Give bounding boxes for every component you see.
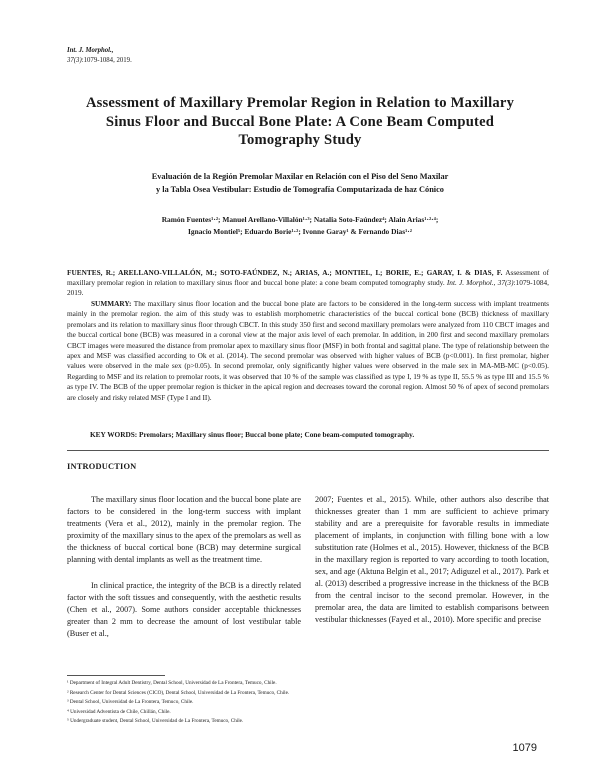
body-column-right bbox=[315, 494, 549, 626]
citation-ref: Int. J. Morphol., 37(3) bbox=[446, 278, 514, 287]
authors-line-1: Ramón Fuentes¹·²; Manuel Arellano-Villalón¹·³; Natalia Soto-Faúndez⁴; Alain Arias¹·²·⁴; bbox=[161, 215, 439, 224]
footnote-2: ² Research Center for Dental Sciences (CICO), Dental School, Universidad de La Frontera, Temuco, Chile. bbox=[67, 689, 290, 696]
subtitle-line-2: y la Tabla Osea Vestibular: Estudio de Tomografía Computarizada de haz Cónico bbox=[156, 185, 444, 194]
footnote-5: ⁵ Undergraduate student, Dental School, Universidad de La Frontera, Temuco, Chile. bbox=[67, 718, 244, 724]
journal-name: Int. J. Morphol., bbox=[67, 47, 114, 54]
article-subtitle bbox=[100, 170, 500, 196]
journal-volume: 37(3) bbox=[67, 57, 82, 64]
subtitle-line-1: Evaluación de la Región Premolar Maxilar en Relación con el Piso del Seno Maxilar bbox=[151, 172, 449, 181]
footnote-1: ¹ Department of Integral Adult Dentistry, Dental School, Universidad de La Frontera, Temuco, Chile. bbox=[67, 680, 277, 686]
author-list bbox=[100, 214, 500, 238]
article-title: Assessment of Maxillary Premolar Region in Relation to Maxillary Sinus Floor and Buccal Bone Plate: A Cone Beam Computed Tomography Study bbox=[85, 95, 515, 149]
page-number: 1079 bbox=[512, 742, 537, 754]
footnotes bbox=[67, 679, 549, 727]
citation-ref-tail: :1079-1084, 2019. bbox=[67, 278, 549, 297]
citation bbox=[67, 268, 549, 298]
section-heading-introduction: INTRODUCTION bbox=[67, 462, 137, 471]
abstract-summary bbox=[67, 299, 549, 403]
summary-label: SUMMARY: bbox=[91, 299, 132, 308]
footnote-divider bbox=[67, 675, 165, 676]
journal-pages: :1079-1084, 2019. bbox=[81, 57, 132, 64]
intro-paragraph-2: In clinical practice, the integrity of the BCB is a directly related factor with the soft tissues and consequently, with the aesthetic results (Chen et al., 2007). Some authors consider acceptable thicknesses greater than 2 mm to decrease the amount of lost vestibular table (Buser et al., bbox=[67, 581, 301, 638]
summary-text: The maxillary sinus floor location and the buccal bone plate are factors to be considered in the long-term success with implant treatments mainly in the premolar region. the aim of this study was to establish morphometric characteristics of the buccal cortical bone (BCB) thickness of maxillary premolars and its relation to maxillary sinus floor through CBCT. In this study 350 first and second maxillary premolars were analyzed from 110 CBCT images and the buccal cortical bone (BCB) was measured in a coronal view at the major axis level of each premolar. In addition, in 200 first and second maxillary premolars CBCT images were measured the distance from premolar apex to maxillary sinus floor (MSF) in both frontal and sagittal plane. The type of relationship between the apex and MSF was classified according to Ok et al. (2014). The second premolar was observed with higher values of BCB (p<0.001). In first premolar, higher values were observed in the male sex (p>0.05). In second premolar, only significantly higher values were observed in the male sex in MA-MB-MC (p<0.05). Regarding to MSF and its relation to premolar roots, it was observed that 10 % of the sample was classified as type I, 19 % as type II, 55.5 % as type III and 15.5 % as type IV. The BCB of the upper premolar region is thicker in the apical region and decreases toward the coronal region. Almost 50 % of apex of second premolars are closely and risky related MSF (Type I and II). bbox=[67, 299, 549, 402]
footnote-4: ⁴ Universidad Adventista de Chile, Chillán, Chile. bbox=[67, 708, 171, 715]
body-column-left bbox=[67, 494, 301, 640]
section-divider bbox=[67, 450, 549, 451]
citation-text: Assessment of maxillary premolar region in relation to maxillary sinus floor and buccal bone plate: a cone beam computed tomography study. bbox=[67, 268, 550, 287]
citation-authors: FUENTES, R.; ARELLANO-VILLALÓN, M.; SOTO-FAÚNDEZ, N.; ARIAS, A.; MONTIEL, I.; BORIE, E.; GARAY, I. & DIAS, F. bbox=[67, 268, 503, 277]
footnote-3: ³ Dental School, Universidad de La Frontera, Temuco, Chile. bbox=[67, 699, 194, 705]
intro-paragraph-1: The maxillary sinus floor location and the buccal bone plate are factors to be considered in the long-term success with implant treatments (Vera et al., 2012), mainly in the premolar region. The proximity of the maxillary sinus to the apex of the premolars as well as the thickness of buccal cortical bone (BCB) may determine surgical planning with dental implants as well as the treatment time. bbox=[67, 495, 301, 564]
intro-paragraph-3: 2007; Fuentes et al., 2015). While, other authors also describe that thicknesses greater than 1 mm are sufficient to achieve primary stability and are a prerequisite for favorable results in immediate placement of implants, in conjunction with filling bone with a low substitution rate (Holmes et al., 2015). However, thickness of the BCB in the maxillary region is reported to vary according to tooth location, sex, and age (Aktuna Belgin et al., 2017; Adiguzel et al., 2017). Park et al. (2013) described a progressive increase in the thickness of the BCB from the central incisor to the second premolar. However, in the premolar area, the data are limited to establish comparisons between vestibular thicknesses (Fayed et al., 2010). More specific and precise bbox=[315, 495, 549, 624]
keywords: KEY WORDS: Premolars; Maxillary sinus floor; Buccal bone plate; Cone beam-computed tomography. bbox=[90, 430, 415, 439]
journal-header bbox=[67, 46, 132, 66]
authors-line-2: Ignacio Montiel⁵; Eduardo Borie¹·²; Ivonne Garay¹ & Fernando Dias¹·² bbox=[188, 227, 412, 236]
